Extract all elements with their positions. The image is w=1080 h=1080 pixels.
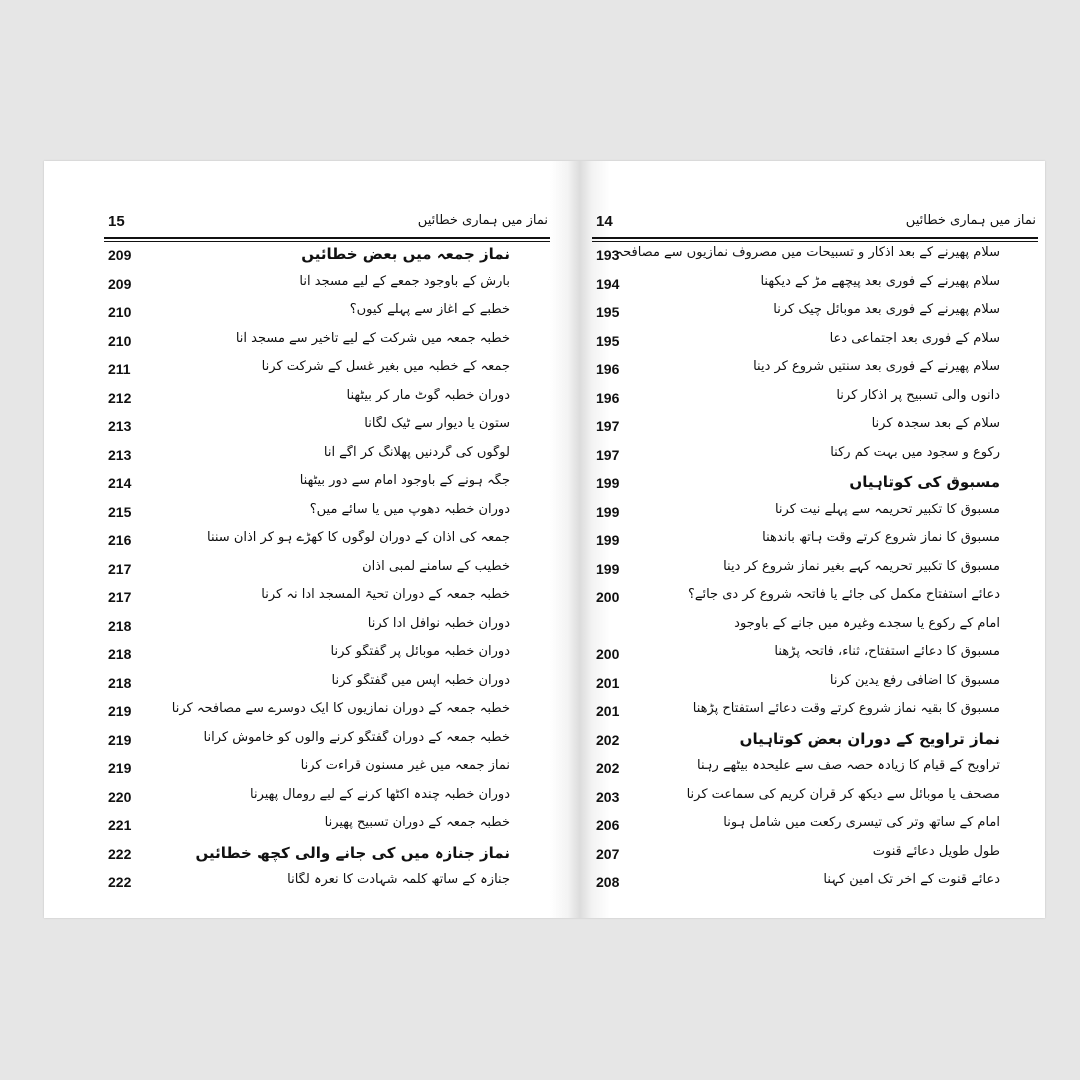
page-14 [592,161,1038,918]
toc-entry [104,357,550,386]
toc-entry-title: نماز جمعہ میں غیر مسنون قراءت کرنا [300,758,510,773]
toc-entry-title: مسبوق کا اضافی رفع یدین کرنا [829,672,1000,688]
toc-page-number: 210 [108,332,132,349]
toc-entry-title: دعائے قنوت کے آخر تک آمین کہنا [823,872,1000,887]
toc-entry-title: جمعہ کے خطبہ میں بغیر غسل کے شرکت کرنا [261,359,510,374]
toc-entry [104,671,550,700]
toc-entry [592,414,1038,443]
toc-entry [104,329,550,358]
toc-page-number: 213 [108,418,132,434]
page-15 [104,161,550,918]
toc-page-number: 195 [596,332,620,349]
toc-page-number: 199 [596,503,620,520]
toc-entry-title: جمعہ کی اذان کے دوران لوگوں کا کھڑے ہو کر اذان سننا [207,530,510,545]
toc-page-number: 218 [108,674,132,691]
toc-entry-title: جگہ ہونے کے باوجود امام سے دور بیٹھنا [299,473,510,488]
toc-entry [592,756,1038,785]
toc-entry [104,557,550,586]
toc-entry-title: دعائے استفتاح مکمل کی جائے یا فاتحہ شروع کر دی جائے؟ [687,587,1000,602]
toc-entry [104,500,550,529]
toc-entry [104,272,550,301]
toc-section-heading [104,842,550,871]
toc-entry-title: دوران خطبہ نوافل ادا کرنا [367,615,510,631]
toc-entry [104,443,550,472]
toc-page-number: 208 [596,874,620,890]
toc-entry [592,614,1038,643]
toc-entry [104,300,550,329]
toc-page-number: 200 [596,589,620,605]
toc-entry-title: خطبہ جمعہ کے دوران تحیۃ المسجد ادا نہ کرنا [261,587,510,602]
toc-page-number: 218 [108,646,132,662]
toc-page-number: 211 [108,361,131,377]
toc-entry [104,528,550,557]
toc-entry [104,870,550,899]
toc-page-number: 206 [596,817,620,833]
toc-page-number: 217 [108,560,132,577]
toc-entry-title: مسبوق کا نماز شروع کرتے وقت ہاتھ باندھنا [762,530,1000,545]
toc-entry [592,813,1038,842]
toc-entry-title: امام کے رکوع یا سجدے وغیرہ میں جانے کے باوجود [734,615,1000,631]
toc-page-number: 201 [596,703,620,719]
toc-page-number: 217 [108,589,132,605]
toc-page-number: 207 [596,845,620,862]
toc-entry-title: دوران خطبہ موبائل پر گفتگو کرنا [330,644,510,659]
toc-section-heading [104,243,550,272]
toc-entry-title: نماز تراویح کے دوران بعض کوتاہیاں [739,729,1000,748]
toc-entry-title: دوران خطبہ آپس میں گفتگو کرنا [331,672,510,688]
toc-entry [104,614,550,643]
toc-entry [592,243,1038,272]
toc-entry [104,728,550,757]
toc-entry-title: نماز جمعہ میں بعض خطائیں [301,245,510,263]
toc-entry-title: ستون یا دیوار سے ٹیک لگانا [364,416,510,431]
toc-page-number: 222 [108,874,132,890]
toc-page-number: 203 [596,788,620,805]
toc-page-number: 199 [596,560,620,577]
toc-page-number: 219 [108,703,132,719]
toc-entry [592,300,1038,329]
toc-entry-title: مسبوق کی کوتاہیاں [849,473,1000,491]
toc-entry [592,357,1038,386]
toc-page-number: 195 [596,304,620,320]
toc-page-number: 215 [108,503,132,520]
toc-page-number: 213 [108,446,132,463]
toc-page-number: 214 [108,475,132,491]
toc-entry-title: مسبوق کا بقیہ نماز شروع کرتے وقت دعائے استفتاح پڑھنا [692,701,1000,716]
running-title: نماز میں ہماری خطائیں [905,213,1036,228]
toc-page-number: 201 [596,674,620,691]
toc-entry [104,414,550,443]
toc-page-number: 197 [596,418,620,434]
toc-page-number: 216 [108,532,132,548]
toc-entry [104,785,550,814]
page-number: 15 [108,213,125,230]
toc-entry [592,386,1038,415]
toc-entry [104,585,550,614]
toc-entry [592,785,1038,814]
toc-section-heading [592,471,1038,500]
toc-entry-title: امام کے ساتھ وتر کی تیسری رکعت میں شامل ہونا [723,815,1000,830]
toc-page-number: 218 [108,617,132,634]
toc-entry-title: لوگوں کی گردنیں پھلانگ کر آگے آنا [323,444,510,460]
book-spread [44,161,1045,918]
table-of-contents [104,243,550,899]
toc-page-number: 199 [596,532,620,548]
toc-page-number: 219 [108,760,132,776]
toc-page-number: 202 [596,760,620,776]
toc-entry [592,500,1038,529]
toc-page-number: 222 [108,845,132,862]
toc-entry [592,842,1038,871]
toc-entry-title: سلام کے فوری بعد اجتماعی دعا [829,330,1000,346]
toc-entry [592,671,1038,700]
toc-entry-title: سلام پھیرنے کے فوری بعد سنتیں شروع کر دینا [753,359,1000,374]
page-header [104,213,550,239]
toc-page-number: 220 [108,788,132,805]
toc-entry-title: سلام پھیرنے کے فوری بعد موبائل چیک کرنا [773,302,1000,317]
toc-entry [592,585,1038,614]
toc-entry-title: رکوع و سجود میں بہت کم رکنا [830,444,1000,460]
toc-entry [592,557,1038,586]
toc-entry-title: مسبوق کا تکبیر تحریمہ کہے بغیر نماز شروع کر دینا [723,558,1000,574]
toc-entry-title: سلام پھیرنے کے بعد اذکار و تسبیحات میں مصروف نمازیوں سے مصافحہ [615,245,1000,260]
toc-entry-title: مسبوق کا تکبیر تحریمہ سے پہلے نیت کرنا [774,501,1000,517]
toc-entry-title: بارش کے باوجود جمعے کے لیے مسجد آنا [299,273,510,289]
toc-page-number: 197 [596,446,620,463]
toc-page-number: 210 [108,304,132,320]
toc-entry-title: خطبے کے آغاز سے پہلے کیوں؟ [349,302,510,317]
toc-entry-title: مصحف یا موبائل سے دیکھ کر قرآن کریم کی سماعت کرنا [686,786,1000,802]
toc-section-heading [592,728,1038,757]
toc-page-number: 199 [596,475,620,491]
toc-entry-title: سلام پھیرنے کے فوری بعد پیچھے مڑ کے دیکھنا [760,273,1000,289]
toc-page-number: 221 [108,817,132,833]
toc-entry-title: دوران خطبہ گوٹ مار کر بیٹھنا [346,387,510,403]
toc-entry [592,528,1038,557]
toc-entry [592,272,1038,301]
table-of-contents [592,243,1038,899]
toc-entry-title: خطیب کے سامنے لمبی اذان [362,558,510,574]
toc-page-number: 219 [108,731,132,748]
toc-page-number: 194 [596,275,620,292]
toc-page-number: 209 [108,275,132,292]
toc-entry-title: خطبہ جمعہ کے دوران گفتگو کرنے والوں کو خاموش کرانا [203,729,510,745]
toc-entry-title: خطبہ جمعہ کے دوران نمازیوں کا ایک دوسرے سے مصافحہ کرنا [171,701,510,716]
toc-page-number: 193 [596,247,620,263]
toc-entry [592,699,1038,728]
toc-entry [592,642,1038,671]
toc-entry-title: نماز جنازہ میں کی جانے والی کچھ خطائیں [195,843,510,862]
toc-entry-title: خطبہ جمعہ کے دوران تسبیح پھیرنا [324,815,510,830]
toc-entry [592,870,1038,899]
toc-page-number: 196 [596,389,620,406]
toc-entry [104,471,550,500]
toc-page-number: 209 [108,247,132,263]
toc-entry-title: تراویح کے قیام کا زیادہ حصہ صف سے علیحدہ بیٹھے رہنا [697,758,1000,773]
toc-entry-title: دانوں والی تسبیح پر اذکار کرنا [836,387,1000,403]
toc-entry-title: دوران خطبہ چندہ اکٹھا کرنے کے لیے رومال پھیرنا [250,786,510,802]
toc-entry-title: جنازہ کے ساتھ کلمہ شہادت کا نعرہ لگانا [287,872,510,887]
page-number: 14 [596,213,613,230]
toc-entry [104,699,550,728]
page-header [592,213,1038,239]
toc-entry-title: دوران خطبہ دھوپ میں یا سائے میں؟ [309,501,510,517]
toc-entry [592,329,1038,358]
toc-entry [104,642,550,671]
toc-entry [104,386,550,415]
running-title: نماز میں ہماری خطائیں [417,213,548,228]
toc-entry-title: خطبہ جمعہ میں شرکت کے لیے تاخیر سے مسجد آنا [235,330,510,346]
toc-entry-title: طول طویل دعائے قنوت [872,843,1000,859]
toc-entry-title: سلام کے بعد سجدہ کرنا [871,416,1000,431]
toc-entry [104,756,550,785]
toc-page-number: 202 [596,731,620,748]
toc-page-number: 212 [108,389,132,406]
toc-entry [104,813,550,842]
toc-page-number: 196 [596,361,620,377]
toc-entry-title: مسبوق کا دعائے استفتاح، ثناء، فاتحہ پڑھنا [774,644,1000,659]
toc-page-number: 200 [596,646,620,662]
toc-entry [592,443,1038,472]
